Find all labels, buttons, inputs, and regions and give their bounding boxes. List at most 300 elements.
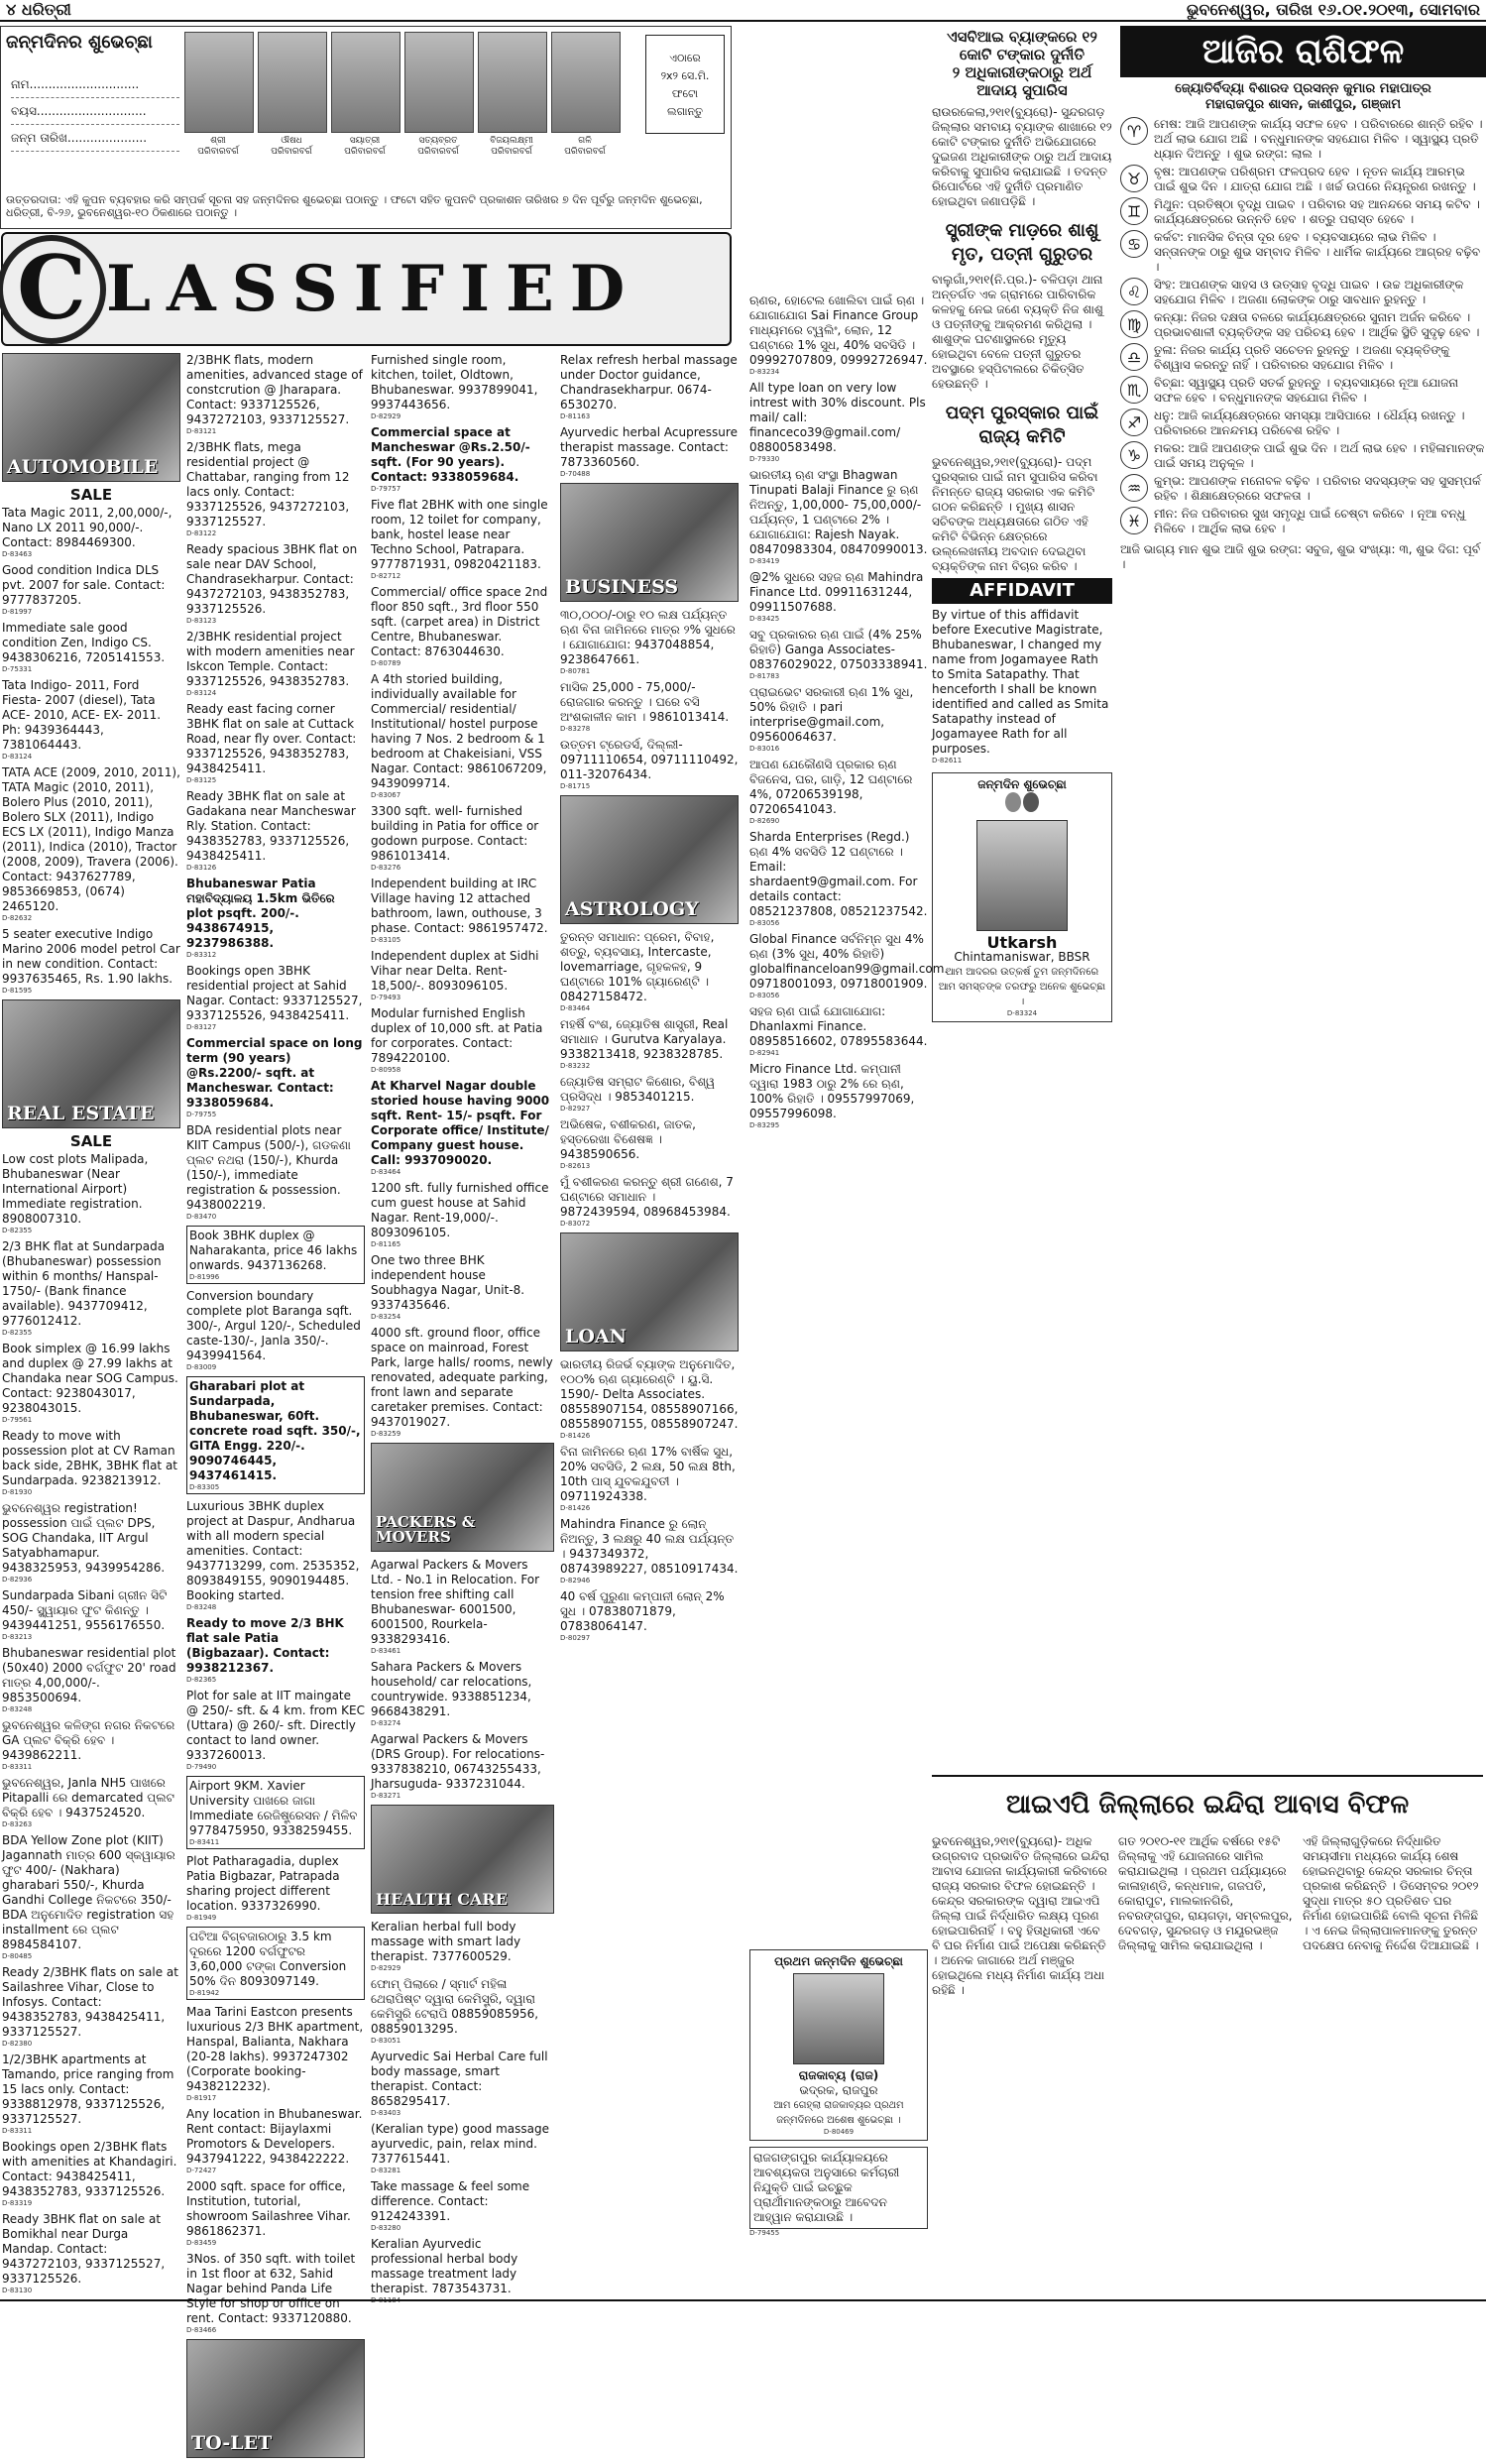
zodiac-icon: ♐: [1120, 409, 1148, 436]
ad-code: D-81942: [189, 1989, 220, 1997]
photo-card: [184, 32, 252, 158]
ad-text: Independent building at IRC Village having 12 attached bathroom, lawn, outhouse, 3 phase. Contact: 9861957472.: [371, 877, 548, 935]
photo-card: [404, 32, 472, 158]
horoscope-footer: ଆଜି ଭାଗ୍ୟ ମାନ ଶୁଭ ଆଜି ଶୁଭ ରଙ୍ଗ: ସବୁଜ, ଶୁଭ ସଂଖ୍ୟା: ୩, ଶୁଭ ଦିଗ: ପୂର୍ବ ।: [1120, 542, 1481, 571]
classified-ad: [2, 1342, 180, 1424]
ad-code: D-81184: [371, 2296, 401, 2304]
coupon-field-dob[interactable]: ଜନ୍ମ ତାରିଖ.....................: [11, 125, 179, 152]
horoscope-sign: [1120, 376, 1486, 406]
classified-ad: [186, 2252, 365, 2334]
classified-ad: [560, 1075, 739, 1113]
balloon-icon: [1005, 792, 1021, 812]
classified-ad: [186, 1616, 365, 1684]
classified-ad: [371, 804, 554, 872]
ad-code: D-79490: [186, 1763, 217, 1771]
ad-code: D-79330: [749, 455, 780, 463]
ad-text: ଭୁବନେଶ୍ୱର କଳିଙ୍ଗ ନଗର ନିକଟରେ GA ପ୍ଲଟ ବିକ୍ରି ହେବ । 9439862211.: [2, 1718, 175, 1762]
ad-code: D-83271: [371, 1792, 401, 1800]
ad-text: ଆପଣ ଯେକୌଣସି ପ୍ରକାର ଋଣ ବିଜନେସ, ଘର, ଗାଡ଼ି, 12 ଘଣ୍ଟାରେ 4%, 07206539198, 07206541043.: [749, 758, 913, 816]
ad-code: D-82929: [371, 412, 401, 420]
ad-code: D-79455: [749, 2229, 780, 2237]
ad-text: 2/3 BHK flat at Sundarpada (Bhubaneswar) possession within 6 months/ Hanspal- 1750/- (Bank finance available). 9437709412, 9776012412.: [2, 1239, 166, 1328]
horoscope-text: କନ୍ୟା: ନିଜର ଦକ୍ଷତା ବଳରେ କାର୍ଯ୍ୟକ୍ଷେତ୍ରରେ ସୁନାମ ଅର୍ଜନ କରିବେ । ପ୍ରଭାବଶାଳୀ ବ୍ୟକ୍ତିଙ୍କ ସହ ପରିଚୟ ହେବ । ଆର୍ଥିକ ସ୍ଥିତି ସୁଦୃଢ଼ ହେବ ।: [1154, 310, 1480, 339]
ad-text: Good condition Indica DLS pvt. 2007 for sale. Contact: 9777837205.: [2, 563, 166, 607]
automobile-section-image: [2, 353, 180, 482]
ad-code: D-83124: [2, 753, 33, 761]
ad-text: ଅଭିଷେକ, ବଶୀକରଣ, ଜାତକ, ହସ୍ତରେଖା ବିଶେଷଜ୍ଞ । 9438590656.: [560, 1117, 696, 1161]
packers-ads: [371, 1558, 554, 1800]
ad-code: D-83295: [749, 1121, 780, 1129]
ad-text: Immediate sale good condition Zen, Indigo CS. 9438306216, 7205141553.: [2, 621, 166, 664]
ad-code: D-83130: [2, 2287, 33, 2294]
lead-body-2: ଗତ ୨୦୧୦-୧୧ ଆର୍ଥିକ ବର୍ଷରେ ୧୫ଟି ଜିଲ୍ଲାକୁ ଏହି ଯୋଜନାରେ ସାମିଲ କରାଯାଇଥିଲା । ପ୍ରଥମ ପର୍ଯ୍ୟାୟରେ କାଳାହାଣ୍ଡି, କନ୍ଧମାଳ, ଗଜପତି, କୋରାପୁଟ, ମାଲକାନଗିରି, ନବରଙ୍ଗପୁର, ରାୟଗଡ଼ା, ସମ୍ବଲପୁର, ଦେବଗଡ଼, ସୁନ୍ଦରଗଡ଼ ଓ ମୟୂରଭଞ୍ଜ ଜିଲ୍ଲାକୁ ସାମିଲ କରାଯାଇଥିଲା ।: [1118, 1834, 1293, 1952]
ad-text: 1200 sft. fully furnished office cum guest house at Sahid Nagar. Rent-19,000/-. 8093096105.: [371, 1181, 549, 1239]
astrology-section-image: [560, 795, 739, 924]
classified-ad: [371, 1181, 554, 1248]
classified-ad: [749, 932, 949, 999]
ad-text: Ready east facing corner 3BHK flat on sale at Cuttack Road, near fly over. Contact: 9337125526, 9438352783, 9438425411.: [186, 702, 357, 775]
photo-card: [331, 32, 399, 158]
story3-headline: ପଦ୍ମ ପୁରସ୍କାର ପାଇଁ ରାଜ୍ୟ କମିଟି: [945, 403, 1099, 447]
ad-code: D-81163: [560, 412, 591, 420]
ad-code: D-83056: [749, 992, 780, 999]
ad-text: Ready 2/3BHK flats on sale at Sailashree Vihar, Close to Infosys. Contact: 9438352783, 9438425411, 9337125527.: [2, 1965, 178, 2039]
wish-text: ଆମ ଆଦରର ଉତ୍କର୍ଷ ତୁମ ଜନ୍ମଦିନରେ ଆମ ସମସ୍ତଙ୍କ ତରଫରୁ ଅନେକ ଶୁଭେଚ୍ଛା ।: [938, 967, 1106, 1007]
horoscope-text: କର୍କଟ: ମାନସିକ ଚିନ୍ତା ଦୂର ହେବ । ବ୍ୟବସାୟରେ ଲାଭ ମିଳିବ । ସନ୍ତାନଙ୍କ ଠାରୁ ଶୁଭ ସମ୍ବାଦ ମିଳିବ । ଧାର୍ମିକ କାର୍ଯ୍ୟରେ ଆଗ୍ରହ ବଢ଼ିବ ।: [1154, 230, 1481, 274]
horoscope-column: [1120, 26, 1486, 2296]
classified-ad: [2, 678, 180, 761]
realestate-section-image: [2, 999, 180, 1128]
ad-text: Ready 3BHK flat on sale at Bomikhal near Durga Mandap. Contact: 9437272103, 9337125527, 9337125526.: [2, 2212, 166, 2286]
ad-code: D-79755: [186, 1111, 217, 1118]
ad-code: D-83281: [371, 2167, 401, 2174]
sale-heading: SALE: [69, 486, 113, 504]
ad-code: D-83464: [371, 1168, 401, 1176]
massage-ads: [560, 353, 739, 478]
classified-ad: [2, 563, 180, 616]
classified-column-2: [186, 353, 365, 2464]
ad-text: Bhubaneswar Patia ମହାବିଦ୍ୟାଳୟ 1.5km ଭିତିରେ plot psqft. 200/-. 9438674915, 9237986388.: [186, 877, 335, 950]
photo-caption: ଗଳି ପରିବାରବର୍ଗ: [564, 136, 606, 157]
ad-code: D-83067: [371, 791, 401, 799]
ad-code: D-83463: [2, 550, 33, 558]
horoscope-sign: [1120, 230, 1486, 275]
ad-code: D-83105: [371, 936, 401, 944]
child-photo: [258, 32, 327, 133]
ad-text: Plot for sale at IIT maingate @ 250/- sft. & 4 km. from KEC (Uttara) @ 260/- sft. Directly contact to land owner. 9337260013.: [186, 1689, 365, 1762]
ad-text: ଉତ୍ତମ ଟ୍ରେଡର୍ସ, ଦିଲ୍ଲୀ- 09711110654, 09711110492, 011-32076434.: [560, 738, 739, 781]
classified-ad: [560, 1445, 739, 1512]
ad-code: D-83411: [189, 1838, 220, 1846]
child-name: Utkarsh: [986, 933, 1058, 952]
ad-text: Agarwal Packers & Movers (DRS Group). For relocations- 9337838210, 06743255433, Jharsuguda- 9337231044.: [371, 1732, 545, 1791]
ad-text: 40 ବର୍ଷ ପୁରୁଣା କମ୍ପାନୀ ଲୋନ୍ 2% ସୁଧ । 07838071879, 07838064147.: [560, 1589, 725, 1633]
birthday-coupon: [0, 26, 732, 229]
classified-ad: [186, 1123, 365, 1221]
ad-text: ଜ୍ୟୋତିଷ ସମ୍ରାଟ କିଶୋର, ବିଶ୍ୱ ପ୍ରସିଦ୍ଧ । 9853401215.: [560, 1075, 716, 1104]
classified-ad: [2, 1965, 180, 2048]
ad-text: Sharda Enterprises (Regd.) ଋଣ 4% ସବସିଡି 12 ଘଣ୍ଟାରେ । Email: shardaent9@gmail.com. For details contact: 08521237808, 08521237542.: [749, 830, 928, 918]
ad-code: D-83425: [749, 615, 780, 623]
ad-text: 5 seater executive Indigo Marino 2006 model petrol Car in new condition. Contact: 9937635465, Rs. 1.90 lakhs.: [2, 927, 180, 986]
ad-text: Airport 9KM. Xavier University ପାଖରେ ଜାଗା Immediate ରେଜିଷ୍ଟ୍ରେସନ / ମିଳିବ 9778475950, 9338259455.: [189, 1779, 358, 1837]
lead-body-3: ଏହି ଜିଲ୍ଲାଗୁଡ଼ିକରେ ନିର୍ଦ୍ଧାରିତ ସମୟସୀମା ମଧ୍ୟରେ କାର୍ଯ୍ୟ ଶେଷ ହୋଇନଥିବାରୁ କେନ୍ଦ୍ର ସରକାର ଚିନ୍ତା ପ୍ରକାଶ କରିଛନ୍ତି । ଡିସେମ୍ବର ୨୦୧୨ ସୁଦ୍ଧା ମାତ୍ର ୫୦ ପ୍ରତିଶତ ଘର ନିର୍ମାଣ ହୋଇପାରିଛି ବୋଲି ସୂଚନା ମିଳିଛି । ଏ ନେଇ ଜିଲ୍ଲାପାଳମାନଙ୍କୁ ତୁରନ୍ତ ପଦକ୍ଷେପ ନେବାକୁ ନିର୍ଦ୍ଦେଶ ଦିଆଯାଇଛି ।: [1303, 1834, 1479, 1952]
dateline: ଭୁବନେଶ୍ୱର, ତାରିଖ ୧୬.୦୧.୨୦୧୩, ସୋମବାର: [1186, 0, 1480, 19]
photo-caption: ଶ୍ରୀ ପରିବାରବର୍ଗ: [197, 136, 239, 157]
sale-heading-2: SALE: [69, 1132, 113, 1150]
ad-text: Ayurvedic herbal Acupressure therapist massage. Contact: 7873360560.: [560, 425, 738, 469]
ad-text: Commercial space at Mancheswar @Rs.2.50/- sqft. (For 90 years). Contact: 9338059684.: [371, 425, 530, 484]
ad-text: ମୁଁ ବଶୀକରଣ କରନ୍ତୁ ଶ୍ରୀ ଗଣେଶ, 7 ଘଣ୍ଟାରେ ସମାଧାନ । 9872439594, 08968453984.: [560, 1175, 734, 1219]
classified-ad: [186, 1036, 365, 1118]
classified-ad: [560, 1357, 739, 1440]
ad-code: D-83122: [186, 529, 217, 537]
ad-code: D-82929: [371, 1964, 401, 1972]
ad-text: Micro Finance Ltd. କମ୍ପାନୀ ଦ୍ୱାରା 1983 ଠାରୁ 2% ରେ ଋଣ, 100% ରିହାତି । 09557997069, 09557996098.: [749, 1062, 915, 1120]
horoscope-signs: [1120, 117, 1486, 536]
classified-logo-text: LASSIFIED: [106, 252, 641, 326]
classified-ad: [371, 1977, 554, 2045]
classified-ad: [186, 1854, 365, 1922]
child-photo: [184, 32, 254, 133]
property-ads: [186, 353, 365, 2334]
birthday-wish-box-2: [749, 1949, 928, 2141]
ad-code: D-70488: [560, 470, 591, 478]
photo-caption: ଔଷଧ ପରିବାରବର୍ଗ: [271, 136, 312, 157]
classified-ad: [371, 2122, 554, 2174]
ad-text: Tata Magic 2011, 2,00,000/-, Nano LX 2011 90,000/-. Contact: 8984469300.: [2, 506, 172, 549]
ad-text: ମହର୍ଷି ବଂଶ, ଜ୍ୟୋତିଷ ଶାସ୍ତ୍ରୀ, Real ସମାଧାନ । Gurutva Karyalaya. 9338213418, 9238328785.: [560, 1017, 729, 1061]
coupon-title: ଜନ୍ମଦିନର ଶୁଭେଚ୍ଛା: [6, 32, 153, 53]
ad-text: 1/2/3BHK apartments at Tamando, price ranging from 15 lacs only. Contact: 9338812978, 9337125526, 9337125527.: [2, 2053, 174, 2126]
ad-text: Tata Indigo- 2011, Ford Fiesta- 2007 (diesel), Tata ACE- 2010, ACE- EX- 2011. Ph: 9439364443, 7381064443.: [2, 678, 162, 752]
ad-code: D-83403: [371, 2109, 401, 2117]
ad-text: ବିନା ଜାମିନରେ ଋଣ 17% ବାର୍ଷିକ ସୁଧ, 20% ସବସିଡି, 2 ଲକ୍ଷ, 50 ଲକ୍ଷ 8th, 10th ପାସ୍ ଯୁବକଯୁବତୀ । 09711924338.: [560, 1445, 736, 1503]
ad-text: 3Nos. of 350 sqft. with toilet in 1st floor at 632, Sahid Nagar behind Panda Life Style for shop or office on rent. Contact: 9337120880.: [186, 2252, 356, 2325]
classified-ad: [186, 2005, 365, 2102]
classified-ad: [371, 949, 554, 1001]
story1-body: ରାଉରକେଲା,୨୧ା୧(ବ୍ୟୁରୋ)- ସୁନ୍ଦରଗଡ଼ ଜିଲ୍ଲାର ସମବାୟ ବ୍ୟାଙ୍କ ଶାଖାରେ ୧୨ କୋଟି ଟଙ୍କାର ଦୁର୍ନୀତି ଅଭିଯୋଗରେ ଦୁଇଜଣ ଅଧିକାରୀଙ୍କ ଠାରୁ ଅର୍ଥ ଆଦାୟ କରିବାକୁ ସୁପାରିସ କରାଯାଇଛି । ତଦନ୍ତ ରିପୋର୍ଟରେ ଏହି ଦୁର୍ନୀତି ପ୍ରମାଣିତ ହୋଇଥିବା ଜଣାପଡ଼ିଛି ।: [932, 105, 1112, 208]
ad-code: D-72427: [186, 2167, 217, 2174]
zodiac-icon: ♓: [1120, 507, 1148, 534]
classified-ad: [560, 1017, 739, 1070]
classified-ad: [186, 2107, 365, 2174]
ad-code: D-83459: [186, 2239, 217, 2247]
child-photo: [793, 1973, 884, 2064]
ad-text: BDA Yellow Zone plot (KIIT) Jagannath ମାତ୍ର 600 ସ୍କୱାୟାର ଫୁଟ 400/- (Nakhara) gharabari 550/-, Khurda Gandhi College ନିକଟରେ 350/- BDA ଅନୁମୋଦିତ registration ସହ installment ରେ ପ୍ଲଟ 8984584107.: [2, 1833, 175, 1951]
ad-text: Conversion boundary complete plot Baranga sqft. 300/-, Argul 120/-, Scheduled caste-130/-, Janla 350/-. 9439941564.: [186, 1289, 361, 1362]
health-ads: [371, 1920, 554, 2304]
classified-ad: [371, 1079, 554, 1176]
packers-label: PACKERS & MOVERS: [376, 1513, 476, 1546]
ad-code: D-81715: [560, 782, 591, 790]
ad-text: Book simplex @ 16.99 lakhs and duplex @ 27.99 lakhs at Chandaka near SOG Campus. Contact: 9238043017, 9238043015.: [2, 1342, 178, 1415]
classified-ad: [186, 1927, 365, 2000]
ad-code: D-80958: [371, 1066, 401, 1074]
ad-code: D-83126: [186, 864, 217, 872]
horoscope-text: ମକର: ଆଜି ଆପଣଙ୍କ ପାଇଁ ଶୁଭ ଦିନ । ଅର୍ଥ ଲାଭ ହେବ । ମହିଳାମାନଙ୍କ ପାଇଁ ସମୟ ଅନୁକୂଳ ।: [1154, 441, 1485, 470]
classified-ad: [2, 1239, 180, 1337]
classified-ad: [371, 1558, 554, 1655]
classified-ad: [371, 1006, 554, 1074]
astrology-ads: [560, 930, 739, 1228]
horoscope-sign: [1120, 507, 1486, 536]
ad-code: D-82936: [2, 1576, 33, 1584]
ad-code: D-82355: [2, 1329, 33, 1337]
zodiac-icon: ♎: [1120, 343, 1148, 371]
classified-ad: [186, 1289, 365, 1371]
ad-code: D-81595: [2, 987, 33, 995]
ad-text: Any location in Bhubaneswar. Rent contact: Bijaylaxmi Promotors & Developers. 9437941222, 9438422222.: [186, 2107, 363, 2166]
lead-col-1: [932, 1834, 1110, 1998]
ad-text: Maa Tarini Eastcon presents luxurious 2/3 BHK apartment, Hanspal, Balianta, Nakhara (20-28 lakhs). 9937247302 (Corporate booking- 9438212232).: [186, 2005, 364, 2093]
realestate-ads: [2, 1152, 180, 2294]
ad-code: D-83263: [2, 1820, 33, 1828]
classified-column-1: [2, 353, 180, 2299]
zodiac-icon: ♈: [1120, 117, 1148, 145]
balloon-icon: [1023, 792, 1039, 812]
ad-code: D-83466: [186, 2326, 217, 2334]
realestate-label: REAL ESTATE: [7, 1103, 155, 1124]
ad-code: D-82613: [560, 1162, 591, 1170]
classified-ad: [371, 2050, 554, 2117]
classified-ad: [186, 964, 365, 1031]
ad-text: ତୁରନ୍ତ ସମାଧାନ: ପ୍ରେମ, ବିବାହ, ଶତ୍ରୁ, ବ୍ୟବସାୟ, Intercaste, lovemarriage, ଗୃହକଳହ, 9 ଘଣ୍ଟାରେ 101% ଗ୍ୟାରେଣ୍ଟି । 08427158472.: [560, 930, 715, 1003]
ad-code: D-81165: [371, 1240, 401, 1248]
ad-text: Ready to move with possession plot at CV Raman back side, 2BHK, 3BHK flat at Sundarpada. 9238213912.: [2, 1429, 177, 1487]
ad-code: D-82690: [749, 817, 780, 825]
ad-code: D-79493: [371, 994, 401, 1001]
tolet-section-image: [186, 2339, 365, 2458]
ad-text: Plot Patharagadia, duplex Patia Bigbazar, Patrapada sharing project different location. 9337326990.: [186, 1854, 340, 1913]
ad-text: Global Finance ସର୍ବନିମ୍ନ ସୁଧ 4% ଋଣ (3% ସୁଧ, 40% ରିହାତି) globalfinanceloan99@gmail.com. 09718001093, 09718001909.: [749, 932, 949, 991]
ad-code: D-82355: [2, 1227, 33, 1234]
horoscope-sign: [1120, 409, 1486, 438]
loan-ads: [560, 1357, 739, 1642]
horoscope-text: ମୀନ: ନିଜ ପରିବାରର ସୁଖ ସମୃଦ୍ଧି ପାଇଁ ଚେଷ୍ଟା କରିବେ । ନୂଆ ବନ୍ଧୁ ମିଳିବେ । ଆର୍ଥିକ ଲାଭ ହେବ ।: [1154, 507, 1465, 535]
ad-text: ଭୁବନେଶ୍ୱର registration! possession ପାଇଁ ପ୍ଲଟ DPS, SOG Chandaka, IIT Argul Satyabhamapur. 9438325953, 9439954286.: [2, 1501, 166, 1575]
ad-text: @2% ସୁଧରେ ସହଜ ଋଣ Mahindra Finance Ltd. 09911631244, 09911507688.: [749, 570, 924, 614]
ad-code: D-83232: [560, 1062, 591, 1070]
ad-text: 2000 sqft. space for office, Institution, tutorial, showroom Sailashree Vihar. 9861862371.: [186, 2179, 351, 2238]
ad-code: D-83311: [2, 2127, 33, 2135]
classified-ad: [371, 2237, 554, 2304]
ad-code: D-80485: [2, 1952, 33, 1960]
classified-ad: [186, 353, 365, 435]
ad-text: (Keralian type) good massage ayurvedic, pain, relax mind. 7377615441.: [371, 2122, 549, 2166]
ad-code: D-80789: [371, 659, 401, 667]
classified-ad: [2, 506, 180, 558]
classified-ad: [560, 738, 739, 790]
classified-ad: [186, 1689, 365, 1771]
affidavit-body: By virtue of this affidavit before Executive Magistrate, Bhubaneswar, I changed my name from Jogamayee Rath to Smita Satapathy. That henceforth I shall be known identified and called as Smita Satapathy instead of Jogamayee Rath for all purposes.: [932, 608, 1109, 756]
classified-ad: [749, 1004, 928, 1057]
story1-headline: ଏସବିଆଇ ବ୍ୟାଙ୍କରେ ୧୨ କୋଟି ଟଙ୍କାର ଦୁର୍ନୀତି ୨ ଅଧିକାରୀଙ୍କଠାରୁ ଅର୍ଥ ଆଦାୟ ସୁପାରିସ: [947, 28, 1097, 99]
classified-ad: [2, 2140, 180, 2207]
ad-code: D-83305: [189, 1483, 220, 1491]
ad-code: D-83312: [186, 951, 217, 959]
classified-ad: [2, 927, 180, 995]
classified-column-4: [560, 353, 739, 1647]
lead-col-2: [1118, 1834, 1297, 1953]
ad-code: D-83124: [186, 689, 217, 697]
business-label: BUSINESS: [565, 576, 679, 598]
ad-code: D-82927: [560, 1105, 591, 1113]
ad-code: D-83213: [2, 1633, 33, 1641]
ad-code: D-81426: [560, 1432, 591, 1440]
ad-text: 2/3BHK residential project with modern amenities near Iskcon Temple. Contact: 9337125526, 9438352783.: [186, 630, 355, 688]
ad-code: D-83248: [2, 1705, 33, 1713]
classified-ad: [371, 672, 554, 799]
ad-text: Bhubaneswar residential plot (50x40) 2000 ବର୍ଗଫୁଟ 20' road ମାତ୍ର 4,00,000/-. 9853500694.: [2, 1646, 176, 1704]
ad-text: Gharabari plot at Sundarpada, Bhubaneswar, 60ft. concrete road sqft. 350/-, GITA Engg. 220/-. 9090746445, 9437461415.: [189, 1379, 361, 1482]
horoscope-sign: [1120, 343, 1486, 373]
classified-ad: [560, 1117, 739, 1170]
classified-ad: [2, 765, 180, 922]
ad-code: D-83016: [749, 745, 780, 753]
zodiac-icon: ♊: [1120, 197, 1148, 225]
ad-text: Book 3BHK duplex @ Naharakanta, price 46 lakhs onwards. 9437136268.: [189, 1229, 358, 1272]
child-place: Chintamaniswar, BBSR: [954, 950, 1090, 964]
classified-ad: [749, 685, 928, 753]
ad-code: D-83274: [371, 1719, 401, 1727]
classified-ad: [2, 1501, 180, 1584]
horoscope-sign: [1120, 441, 1486, 471]
child-photo: [976, 820, 1068, 931]
classified-banner: [1, 232, 732, 346]
classified-ad: [2, 621, 180, 673]
ad-code: D-83419: [749, 557, 780, 565]
classified-ad: [371, 1326, 554, 1438]
classified-ad: [186, 630, 365, 697]
classified-ad: [560, 1175, 739, 1228]
ad-code: D-83461: [371, 1647, 401, 1655]
classified-ad: [749, 628, 928, 680]
wish-heading: ପ୍ରଥମ ଜନ୍ମଦିନ ଶୁଭେଚ୍ଛା: [774, 1954, 903, 1968]
zodiac-icon: ♋: [1120, 230, 1148, 258]
horoscope-sign: [1120, 165, 1486, 194]
horoscope-sign: [1120, 474, 1486, 504]
ad-code: D-82941: [749, 1049, 780, 1057]
ad-text: Mahindra Finance ରୁ ଲୋନ୍ ନିଅନ୍ତୁ, 3 ଲକ୍ଷରୁ 40 ଲକ୍ଷ ପର୍ଯ୍ୟନ୍ତ । 9437349372, 08743989227, 08510917434.: [560, 1517, 739, 1576]
classified-ad: [371, 498, 554, 580]
classified-ad: [749, 830, 928, 927]
ad-text: ପ୍ରାଇଭେଟ ସରକାରୀ ଋଣ 1% ସୁଧ, 50% ରିହାତି । pari interprise@gmail.com, 09560064637.: [749, 685, 914, 744]
horoscope-sign: [1120, 117, 1486, 162]
coupon-field-age[interactable]: ବୟସ.............................: [11, 98, 179, 125]
ad-code: D-83464: [560, 1004, 591, 1012]
horoscope-sign: [1120, 278, 1486, 307]
ad-text: Furnished single room, kitchen, toilet, Oldtown, Bhubaneswar. 9937899041, 9937443656.: [371, 353, 538, 411]
classified-ad: [2, 1588, 180, 1641]
photo-card: [258, 32, 325, 158]
health-label: HEALTH CARE: [376, 1890, 508, 1909]
ad-code: D-83121: [186, 427, 217, 435]
ad-code: D-82611: [932, 757, 963, 764]
classified-ad: [560, 680, 739, 733]
ad-text: Take massage & feel some difference. Contact: 9124243391.: [371, 2179, 530, 2223]
classified-ad: [749, 293, 928, 376]
ad-code: D-81426: [560, 1504, 591, 1512]
ad-text: 4000 sft. ground floor, office space on mainroad, Forest Park, large halls/ rooms, newly renovated, adequate parking, front lawn and separate caretaker premises. Contact: 9437019027.: [371, 1326, 553, 1429]
horoscope-text: ବୃଷ: ଆପଣଙ୍କ ପରିଶ୍ରମ ଫଳପ୍ରଦ ହେବ । ନୂତନ କାର୍ଯ୍ୟ ଆରମ୍ଭ ପାଇଁ ଶୁଭ ଦିନ । ଯାତ୍ରା ଯୋଗ ଅଛି । ଖର୍ଚ୍ଚ ଉପରେ ନିୟନ୍ତ୍ରଣ ରଖନ୍ତୁ ।: [1154, 165, 1476, 193]
ad-code: D-83470: [186, 1213, 217, 1221]
ad-text: ଋଣର, ହୋଟେଲ ଖୋଲିବା ପାଇଁ ଋଣ । ଯୋଗାଯୋଗ Sai Finance Group ମାଧ୍ୟମରେ ଟ୍ୱଲିଂ, ଲୋନ, 12 ଘଣ୍ଟାରେ 1% ସୁଧ, 40% ସବସିଡି । 09992707809, 09992726947.: [749, 293, 928, 367]
ad-text: Modular furnished English duplex of 10,000 sft. at Patia for corporates. Contact: 7894220100.: [371, 1006, 543, 1065]
classified-ad: [371, 1253, 554, 1321]
wish-heading: ଜନ୍ମଦିନ ଶୁଭେଚ୍ଛା: [977, 777, 1067, 791]
ad-text: BDA residential plots near KIIT Campus (500/-), ଗଡକଣା ପ୍ଲଟ ନଥରା (150/-), Khurda (150/-), immediate registration & possession. 9438002219.: [186, 1123, 351, 1212]
ad-code: D-83276: [371, 864, 401, 872]
ad-text: One two three BHK independent house Soubhagya Nagar, Unit-8. 9337435646.: [371, 1253, 525, 1312]
health-section-image: [371, 1805, 554, 1914]
coupon-field-name[interactable]: ନାମ.............................: [11, 71, 179, 98]
lead-col-3: [1303, 1834, 1481, 1953]
paste-photo-box: ଏଠାରେ ୨x୨ ସେ.ମି. ଫଟୋ ଲଗାନ୍ତୁ: [645, 35, 725, 134]
page-header: [0, 0, 1486, 22]
photo-caption: ସତ୍ୟବ୍ରତ ପରିବାରବର୍ଗ: [417, 136, 459, 157]
tolet-label: TO-LET: [191, 2432, 273, 2454]
ad-code: D-81917: [186, 2094, 217, 2102]
wish-text: ଆମ ଗେହ୍ଲା ରାଜକାବ୍ୟର ପ୍ରଥମ ଜନ୍ମଦିନରେ ଅଶେଷ ଶୁଭେଚ୍ଛା ।: [773, 2100, 904, 2126]
photo-card: [478, 32, 545, 158]
classified-ad: [560, 608, 739, 675]
ad-code: D-83234: [749, 368, 780, 376]
classified-ad: [186, 440, 365, 537]
ad-code: D-80297: [560, 1634, 591, 1642]
ad-code: D-83125: [186, 776, 217, 784]
classified-ad: [371, 425, 554, 493]
classified-ad: [371, 877, 554, 944]
story3-body: ଭୁବନେଶ୍ୱର,୨୧ା୧(ବ୍ୟୁରୋ)- ପଦ୍ମ ପୁରସ୍କାର ପାଇଁ ନାମ ସୁପାରିସ କରିବା ନିମନ୍ତେ ରାଜ୍ୟ ସରକାର ଏକ କମିଟି ଗଠନ କରିଛନ୍ତି । ମୁଖ୍ୟ ଶାସନ ସଚିବଙ୍କ ଅଧ୍ୟକ୍ଷତାରେ ଗଠିତ ଏହି କମିଟି ବିଭିନ୍ନ କ୍ଷେତ୍ରରେ ଉଲ୍ଲେଖନୀୟ ଅବଦାନ ଦେଇଥିବା ବ୍ୟକ୍ତିଙ୍କ ନାମ ବିଚାର କରିବ ।: [932, 455, 1098, 573]
child-photo: [478, 32, 547, 133]
horoscope-text: ସିଂହ: ଆପଣଙ୍କ ସାହସ ଓ ଉତ୍ସାହ ବୃଦ୍ଧି ପାଇବ । ଉଚ୍ଚ ଅଧିକାରୀଙ୍କ ସହଯୋଗ ମିଳିବ । ଅଜଣା ଲୋକଙ୍କ ଠାରୁ ସାବଧାନ ରୁହନ୍ତୁ ।: [1154, 278, 1464, 306]
zodiac-icon: ♉: [1120, 165, 1148, 192]
classified-ad: [2, 1152, 180, 1234]
classified-ad: [2, 2053, 180, 2135]
horoscope-sign: [1120, 310, 1486, 340]
ad-text: ୩୦,୦୦୦/-ଠାରୁ ୧୦ ଲକ୍ଷ ପର୍ଯ୍ୟନ୍ତ ଋଣ ବିନା ଜାମିନରେ ମାତ୍ର ୨% ସୁଧରେ । ଯୋଗାଯୋଗ: 9437048854, 9238647661.: [560, 608, 736, 666]
ad-code: D-79757: [371, 485, 401, 493]
photo-caption: ସୟାତ୍ରୀ ପରିବାରବର୍ଗ: [344, 136, 386, 157]
classified-ad: [371, 353, 554, 420]
ad-code: D-81783: [749, 672, 780, 680]
classified-ad: [560, 425, 739, 478]
zodiac-icon: ♒: [1120, 474, 1148, 502]
business-ads: [560, 608, 739, 790]
news-column-6: [932, 26, 1112, 1022]
ad-code: D-82946: [560, 1577, 591, 1584]
horoscope-text: ଧନୁ: ଆଜି କାର୍ଯ୍ୟକ୍ଷେତ୍ରରେ ସମସ୍ୟା ଆସିପାରେ । ଧୈର୍ଯ୍ୟ ରଖନ୍ତୁ । ପରିବାରରେ ଆନନ୍ଦମୟ ପରିବେଶ ରହିବ ।: [1154, 409, 1465, 437]
ad-text: Commercial/ office space 2nd floor 850 sqft., 3rd floor 550 sqft. (carpet area) in District Centre, Bhubaneswar. Contact: 8763044630.: [371, 585, 548, 658]
ad-text: Keralian Ayurvedic professional herbal body massage treatment lady therapist. 7873543731.: [371, 2237, 518, 2295]
classified-ad: [186, 789, 365, 872]
classified-ad: [186, 1499, 365, 1611]
ad-code: D-83009: [186, 1363, 217, 1371]
ad-text: ସବୁ ପ୍ରକାରର ଋଣ ପାଇଁ (4% 25% ରିହାତି) Ganga Associates- 08376029022, 07503338941.: [749, 628, 928, 671]
child-name: ରାଜକାବ୍ୟ (ରାଜ): [798, 2068, 879, 2082]
ad-code: D-82365: [186, 1676, 217, 1684]
zodiac-icon: ♍: [1120, 310, 1148, 338]
ad-text: ପଟିଆ ବିଗ୍ବଜାରଠାରୁ 3.5 km ଦୂରରେ 1200 ବର୍ଗଫୁଟର 3,60,000 ଟଙ୍କା Conversion 50% ଦିନ 8093097149.: [189, 1930, 347, 1988]
horoscope-text: ମେଷ: ଆଜି ଆପଣଙ୍କ କାର୍ଯ୍ୟ ସଫଳ ହେବ । ପରିବାରରେ ଶାନ୍ତି ରହିବ । ଅର୍ଥ ଲାଭ ଯୋଗ ଅଛି । ବନ୍ଧୁମାନଙ୍କ ସହଯୋଗ ମିଳିବ । ସ୍ୱାସ୍ଥ୍ୟ ପ୍ରତି ଧ୍ୟାନ ଦିଅନ୍ତୁ । ଶୁଭ ରଙ୍ଗ: ଲାଲ ।: [1154, 117, 1483, 161]
lead-headline: ଆଇଏପି ଜିଲ୍ଲାରେ ଇନ୍ଦିରା ଆବାସ ବିଫଳ: [932, 1775, 1483, 1832]
automobile-label: AUTOMOBILE: [7, 456, 159, 478]
zodiac-icon: ♏: [1120, 376, 1148, 404]
classified-ad: [560, 1517, 739, 1584]
affidavit-title: AFFIDAVIT: [932, 578, 1112, 604]
horoscope-author: ଜ୍ୟୋତିର୍ବିଦ୍ୟା ବିଶାରଦ ପ୍ରସନ୍ନ କୁମାର ମହାପାତ୍ର ମହାରାଜପୁର ଶାସନ, କାଶୀପୁର, ଗଞ୍ଜାମ: [1175, 81, 1431, 112]
